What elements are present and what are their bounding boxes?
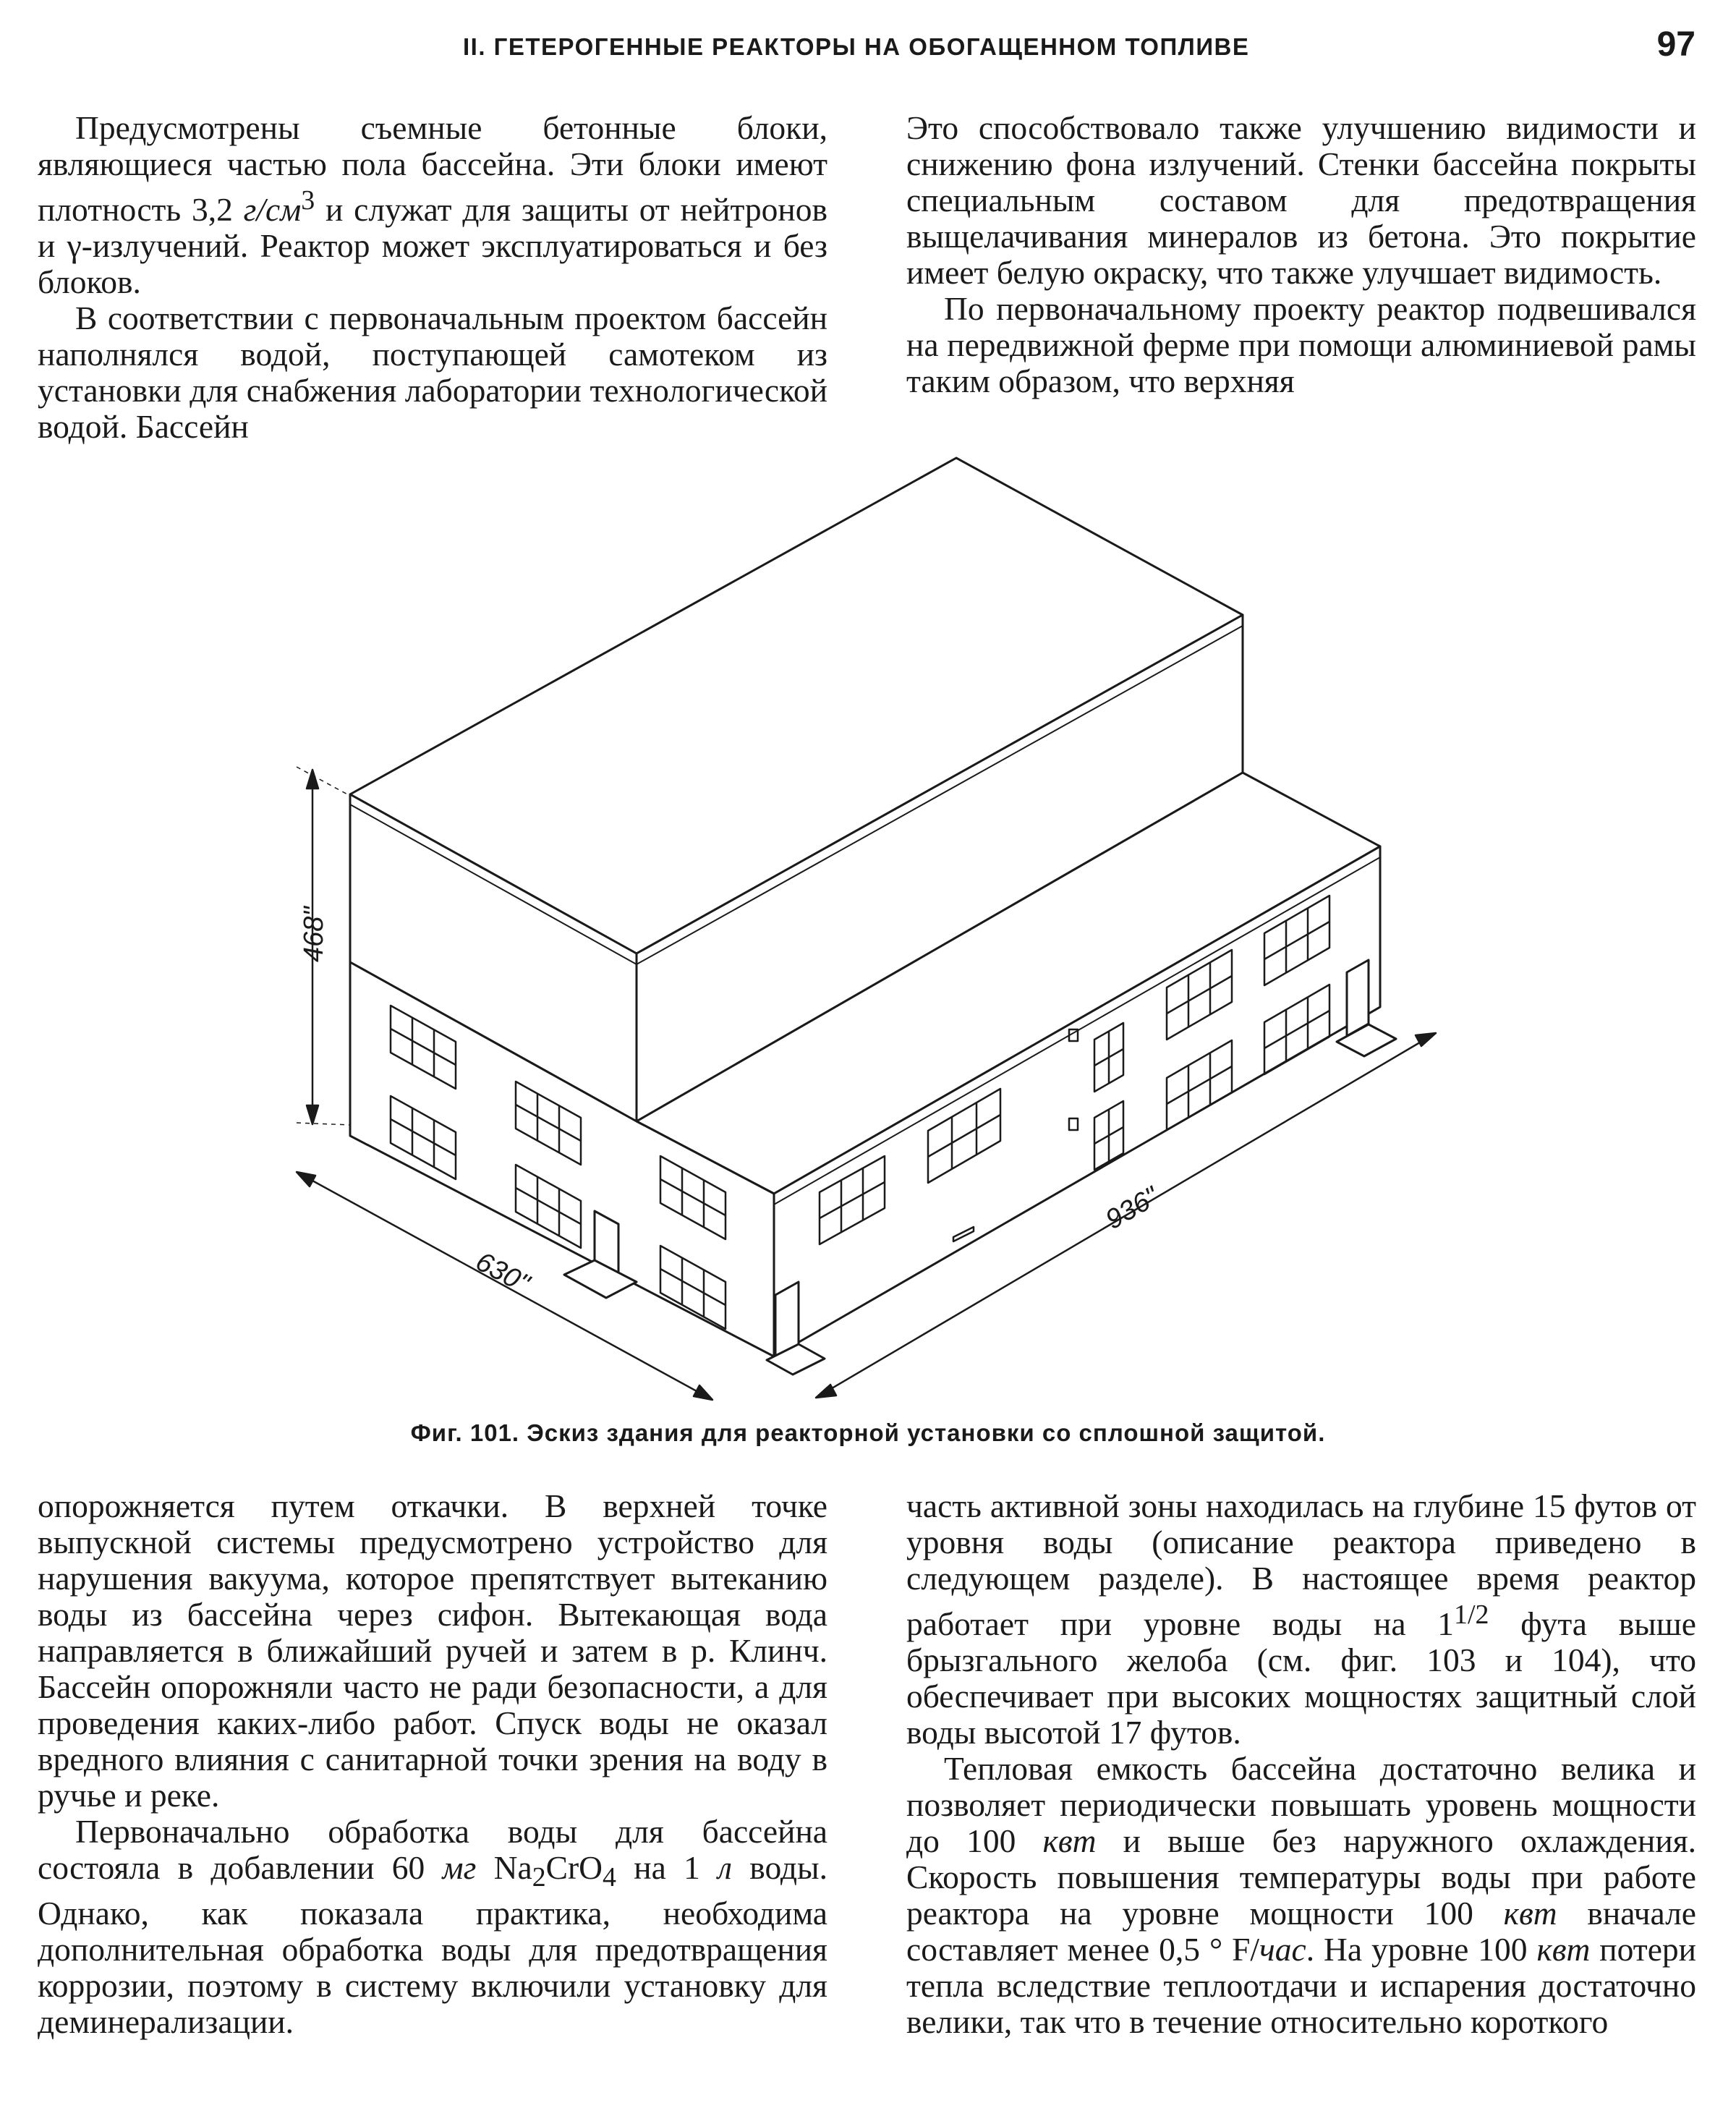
paragraph: часть активной зоны находилась на глубине 15 футов от уровня воды (описание реактора приведено в следующем разделе). В настоящее время реактор работает при уровне воды на $1^{1/2}$ фута выше брызгального желоба (см. фиг. 103 и 104), что обеспечивает при высоких мощностях защитный слой воды высотой 17 футов. [906, 1487, 1696, 1751]
text-column-bottom-right [906, 1488, 1696, 2040]
paragraph: опорожняется путем откачки. В верхней точке выпускной системы предусмотрено устройство для нарушения вакуума, которое препятствует вытеканию воды из бассейна через сифон. Вытекающая вода направляется в ближайший ручей и затем в р. Клинч. Бассейн опорожняли часто не ради безопасности, а для проведения каких-либо работ. Спуск воды не оказал вредного влияния с санитарной точки зрения на воду в ручье и реке. [38, 1487, 827, 1814]
text-column-bottom-left [38, 1488, 827, 2040]
dim-label-height: 468" [299, 906, 329, 962]
page-number: 97 [1656, 25, 1695, 64]
door-icon [1347, 960, 1369, 1036]
paragraph: По первоначальному проекту реактор подвешивался на передвижной ферме при помощи алюминиевой рамы таким образом, что верхняя [906, 290, 1696, 399]
figure-caption: Фиг. 101. Эскиз здания для реакторной установки со сплошной защитой. [410, 1419, 1326, 1446]
paragraph: Предусмотрены съемные бетонные блоки, являющиеся частью пола бассейна. Эти блоки имеют плотность 3,2 $г/см^3$ и служат для защиты от нейтронов и γ-излучений. Реактор может эксплуатироваться и без блоков. [38, 109, 828, 301]
building-sketch-figure [0, 434, 1736, 1425]
paragraph: Тепловая емкость бассейна достаточно велика и позволяет периодически повышать уровень мощности до 100 квт и выше без наружного охлаждения. Скорость повышения температуры воды при работе реактора на уровне мощности 100 квт вначале составляет менее 0,5 ° F/час. На уровне 100 квт потери тепла вследствие теплоотдачи и испарения достаточно велики, так что в течение относительно короткого [906, 1750, 1696, 2041]
text-column-top-right [906, 110, 1696, 399]
paragraph: В соответствии с первоначальным проектом бассейн наполнялся водой, поступающей самотеком из установки для снабжения лаборатории технологической водой. Бассейн [38, 300, 827, 446]
building-drawing [0, 434, 1736, 1425]
paragraph: Это способствовало также улучшению видимости и снижению фона излучений. Стенки бассейна покрыты специальным составом для предотвращения выщелачивания минералов из бетона. Это покрытие имеет белую окраску, что также улучшает видимость. [906, 109, 1696, 291]
paragraph: Первоначально обработка воды для бассейна состояла в добавлении 60 мг $Na_2CrO_4$ на 1 л воды. Однако, как показала практика, необходима дополнительная обработка воды для предотвращения коррозии, поэтому в систему включили установку для деминерализации. [38, 1813, 827, 2041]
page-header [0, 27, 1736, 71]
text-column-top-left [38, 110, 827, 445]
running-head: II. ГЕТЕРОГЕННЫЕ РЕАКТОРЫ НА ОБОГАЩЕННОМ ТОПЛИВЕ [463, 33, 1250, 60]
dim-label-length: 936" [1100, 1181, 1165, 1236]
door-step [1337, 1024, 1396, 1056]
dim-label-width: 630" [470, 1246, 535, 1300]
